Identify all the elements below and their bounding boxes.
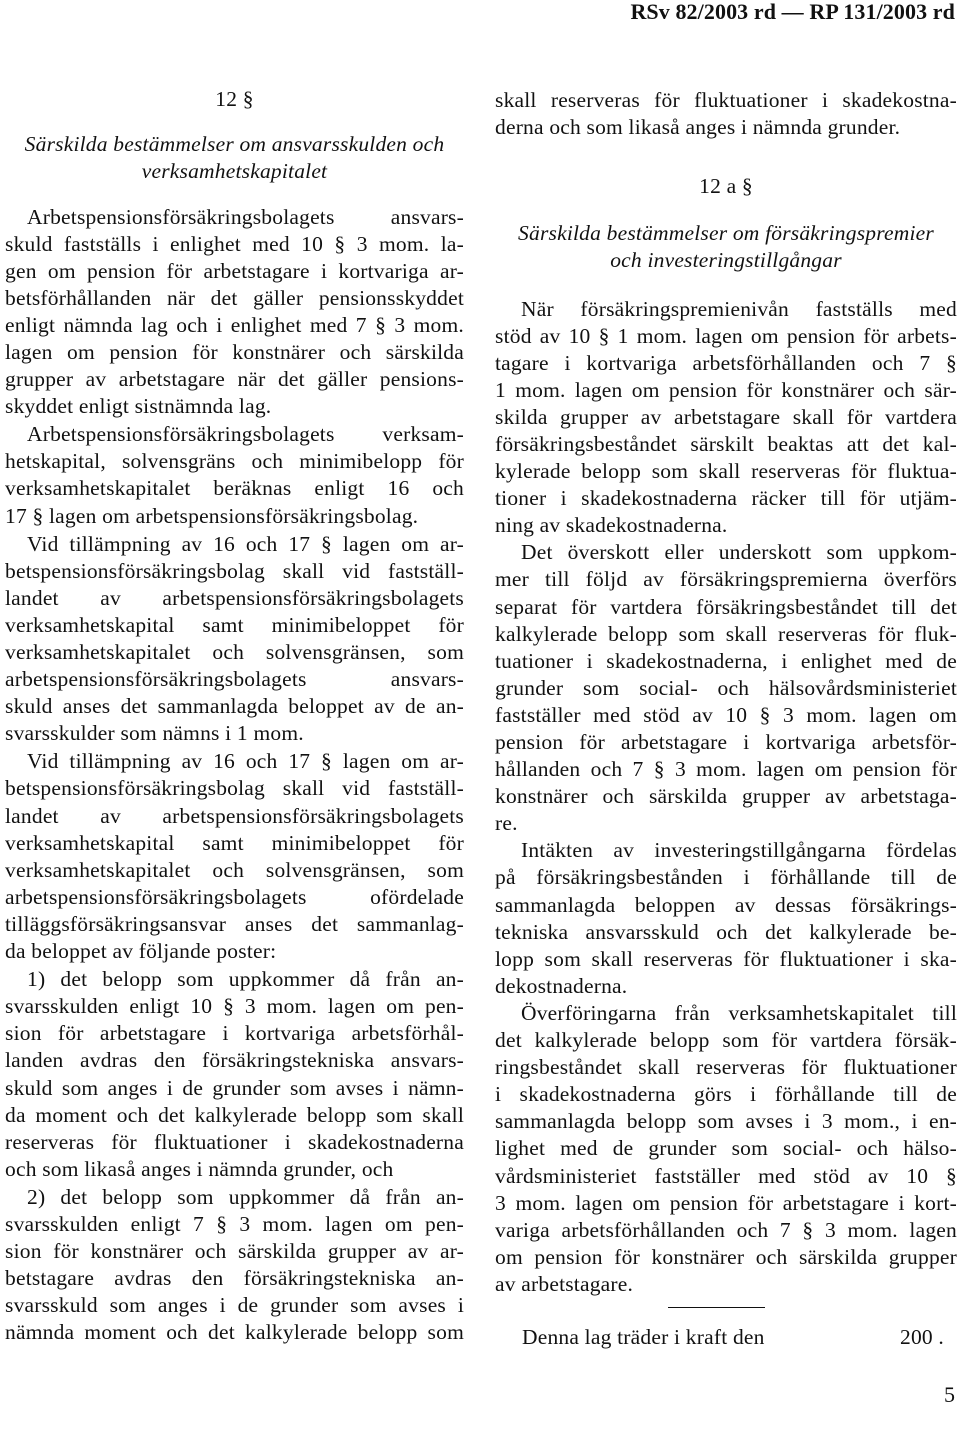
text-line: Överföringarna från verksamhetskapitalet till xyxy=(521,1000,957,1025)
text-line: hållanden och 7 § 3 mom. lagen om pension för xyxy=(495,757,957,782)
paragraph xyxy=(5,1184,464,1347)
text-line: tilläggsförsäkringsansvar anses det sammanlag- xyxy=(5,911,464,936)
paragraph xyxy=(495,1000,957,1298)
text-line: da beloppet av följande poster: xyxy=(5,939,277,964)
text-line: 17 § lagen om arbetspensionsförsäkringsbolag. xyxy=(5,503,419,528)
text-line: skall reserveras för fluktuationer i skadekostna- xyxy=(495,87,957,112)
paragraph xyxy=(5,204,464,421)
text-line: och som likaså anges i nämnda grunder, och xyxy=(5,1156,394,1181)
closing-rule xyxy=(668,1307,765,1308)
right-column-body xyxy=(495,296,957,1298)
text-line: skuld anses det sammanlagda beloppet av de an- xyxy=(5,694,464,719)
text-line: svarsskulden enligt 10 § 3 mom. lagen om pen- xyxy=(5,994,464,1019)
text-line: da moment och det kalkylerade belopp som skall xyxy=(5,1102,464,1127)
text-line: 1 mom. lagen om pension för konstnärer och sär- xyxy=(495,377,957,402)
text-line: enligt nämnda lag och i enlighet med 7 § 3 mom. xyxy=(5,312,464,337)
text-line: Det överskott eller underskott som uppkom- xyxy=(521,540,957,565)
text-line: av arbetstagare. xyxy=(495,1271,634,1296)
text-line: skyddet enligt sistnämnda lag. xyxy=(5,394,272,419)
text-line: sion för konstnärer och särskilda grupper av ar- xyxy=(5,1239,464,1264)
text-line: svarsskuld som anges i de grunder som avses i xyxy=(5,1293,464,1318)
paragraph xyxy=(495,296,957,540)
text-line: tuationer i skadekostnaderna, i enlighet med de xyxy=(495,648,957,673)
text-line: mer till följd av försäkringspremierna överförs xyxy=(495,567,957,592)
text-line: Intäkten av investeringstillgångarna fördelas xyxy=(521,838,957,863)
page-number: 5 xyxy=(944,1382,955,1407)
text-line: Vid tillämpning av 16 och 17 § lagen om ar- xyxy=(27,531,464,556)
text-line: dekostnaderna. xyxy=(495,973,628,998)
text-line: 2) det belopp som uppkommer då från an- xyxy=(27,1184,464,1209)
text-line: betstagare avdras den försäkringstekniska an- xyxy=(5,1266,464,1291)
text-line: på försäkringsbestånden i förhållande till de xyxy=(495,865,957,890)
text-line: försäkringsbeståndet särskilt beaktas att det kal- xyxy=(495,431,957,456)
text-line: 1) det belopp som uppkommer då från an- xyxy=(27,967,464,992)
text-line: stöd av 10 § 1 mom. lagen om pension för arbets- xyxy=(495,323,957,348)
section-heading-line: Särskilda bestämmelser om försäkringspremier xyxy=(518,220,934,245)
text-line: reserveras för fluktuationer i skadekostnaderna xyxy=(5,1129,464,1154)
paragraph xyxy=(495,539,957,837)
text-line: grupper av arbetstagare när det gäller pensions- xyxy=(5,367,464,392)
text-line: Vid tillämpning av 16 och 17 § lagen om ar- xyxy=(27,749,464,774)
text-line: landet av arbetspensionsförsäkringsbolagets xyxy=(5,803,464,828)
paragraph xyxy=(5,531,464,748)
text-line: nämnda moment och det kalkylerade belopp som xyxy=(5,1320,464,1345)
section-heading-line: verksamhetskapitalet xyxy=(141,159,328,184)
text-line: verksamhetskapitalet beräknas enligt 16 och xyxy=(5,476,464,501)
text-line: derna och som likaså anges i nämnda grunder. xyxy=(495,114,901,139)
text-line: ringsbeståndet skall reserveras för fluktuationer xyxy=(495,1055,957,1080)
text-line: arbetspensionsförsäkringsbolagets ansvars- xyxy=(5,667,464,692)
section-heading xyxy=(5,131,464,185)
text-line: gen om pension för arbetstagare i kortvariga ar- xyxy=(5,258,464,283)
text-line: verksamhetskapital samt minimibeloppet för xyxy=(5,830,464,855)
text-line: svarsskulden enligt 7 § 3 mom. lagen om pen- xyxy=(5,1211,464,1236)
section-number: 12 a § xyxy=(699,173,753,198)
section-number: 12 § xyxy=(215,87,254,111)
text-line: skilda grupper av arbetstagare skall för vartdera xyxy=(495,404,957,429)
text-line: verksamhetskapitalet och solvensgränsen, som xyxy=(5,857,464,882)
text-line: kylerade belopp som skall reserveras för fluktua- xyxy=(495,459,957,484)
text-line: landet av arbetspensionsförsäkringsbolagets xyxy=(5,585,464,610)
text-line: verksamhetskapitalet och solvensgränsen, som xyxy=(5,640,464,664)
text-line: vårdsministeriet fastställer med stöd av 10 § xyxy=(495,1163,957,1188)
text-line: grunder som social- och hälsovårdsministeriet xyxy=(495,675,957,700)
text-line: betspensionsförsäkringsbolag skall vid fastställ- xyxy=(5,558,464,583)
text-line: landen avdras den försäkringstekniska ansvars- xyxy=(5,1048,464,1073)
text-line: betsförhållanden när det gäller pensionsskyddet xyxy=(5,285,464,310)
text-line: 3 mom. lagen om pension för arbetstagare i kort- xyxy=(495,1190,957,1215)
text-line: svarsskulder som nämns i 1 mom. xyxy=(5,721,304,746)
continued-paragraph xyxy=(495,87,957,141)
text-line: sion för arbetstagare i kortvariga arbetsförhål- xyxy=(5,1021,464,1046)
text-line: arbetspensionsförsäkringsbolagets ofördelade xyxy=(5,884,464,909)
text-line: betspensionsförsäkringsbolag skall vid fastställ- xyxy=(5,776,464,801)
text-line: i skadekostnaderna görs i förhållande till de xyxy=(495,1082,957,1107)
text-line: skuld fastställs i enlighet med 10 § 3 mom. la- xyxy=(5,231,464,256)
text-line: Arbetspensionsförsäkringsbolagets ansvars- xyxy=(27,204,464,229)
text-line: verksamhetskapital samt minimibeloppet för xyxy=(5,612,464,637)
text-line: kalkylerade belopp som skall reserveras för fluk- xyxy=(495,621,957,646)
section-heading-line: och investeringstillgångar xyxy=(610,247,842,272)
section-heading-line: Särskilda bestämmelser om ansvarsskulden och xyxy=(24,132,445,156)
section-heading xyxy=(495,220,957,274)
text-line: hetskapital, solvensgräns och minimibelopp för xyxy=(5,449,464,474)
text-line: tioner i skadekostnaderna räcker till för utjäm- xyxy=(495,486,957,511)
text-line: re. xyxy=(495,811,518,836)
text-line: tagare i kortvariga arbetsförhållanden och 7 § xyxy=(495,350,957,375)
text-line: variga arbetsförhållanden och 7 § 3 mom. lagen xyxy=(495,1217,957,1242)
text-line: tekniska ansvarsskuld och det kalkylerade be- xyxy=(495,919,957,944)
text-line: pension för arbetstagare i kortvariga arbetsför- xyxy=(495,730,957,754)
paragraph xyxy=(5,421,464,529)
running-header: RSv 82/2003 rd — RP 131/2003 rd xyxy=(630,0,955,24)
text-line: det kalkylerade belopp som för vartdera försäk- xyxy=(495,1028,957,1053)
entry-into-force-year: 200 . xyxy=(900,1324,944,1349)
text-line: ning av skadekostnaderna. xyxy=(495,513,728,538)
text-line: lagen om pension för konstnärer och särskilda xyxy=(5,339,464,364)
text-line: fastställer med stöd av 10 § 3 mom. lagen om xyxy=(495,702,957,727)
text-line: skuld som anges i de grunder som avses i nämn- xyxy=(5,1075,464,1100)
paragraph xyxy=(5,966,464,1183)
text-line: Arbetspensionsförsäkringsbolagets verksam- xyxy=(27,422,464,447)
text-line: sammanlagda beloppen av dessas försäkrings- xyxy=(495,892,957,917)
text-line: konstnärer och särskilda grupper av arbetstaga- xyxy=(495,784,957,809)
text-line: sammanlagda belopp som avses i 3 mom., i en- xyxy=(495,1109,957,1134)
text-line: lighet med de grunder som social- och hälso- xyxy=(495,1136,957,1161)
paragraph xyxy=(495,87,957,141)
entry-into-force xyxy=(495,1324,957,1351)
text-line: om pension för konstnärer och särskilda grupper xyxy=(495,1244,957,1269)
text-line: separat för vartdera försäkringsbeståndet till det xyxy=(495,594,957,619)
text-line: När försäkringspremienivån fastställs med xyxy=(521,296,957,321)
paragraph xyxy=(5,748,464,965)
entry-into-force-text: Denna lag träder i kraft den xyxy=(522,1324,765,1349)
left-column-body xyxy=(5,204,464,1347)
text-line: lopp som skall reserveras för fluktuationer i ska- xyxy=(495,946,957,971)
paragraph xyxy=(495,837,957,1000)
